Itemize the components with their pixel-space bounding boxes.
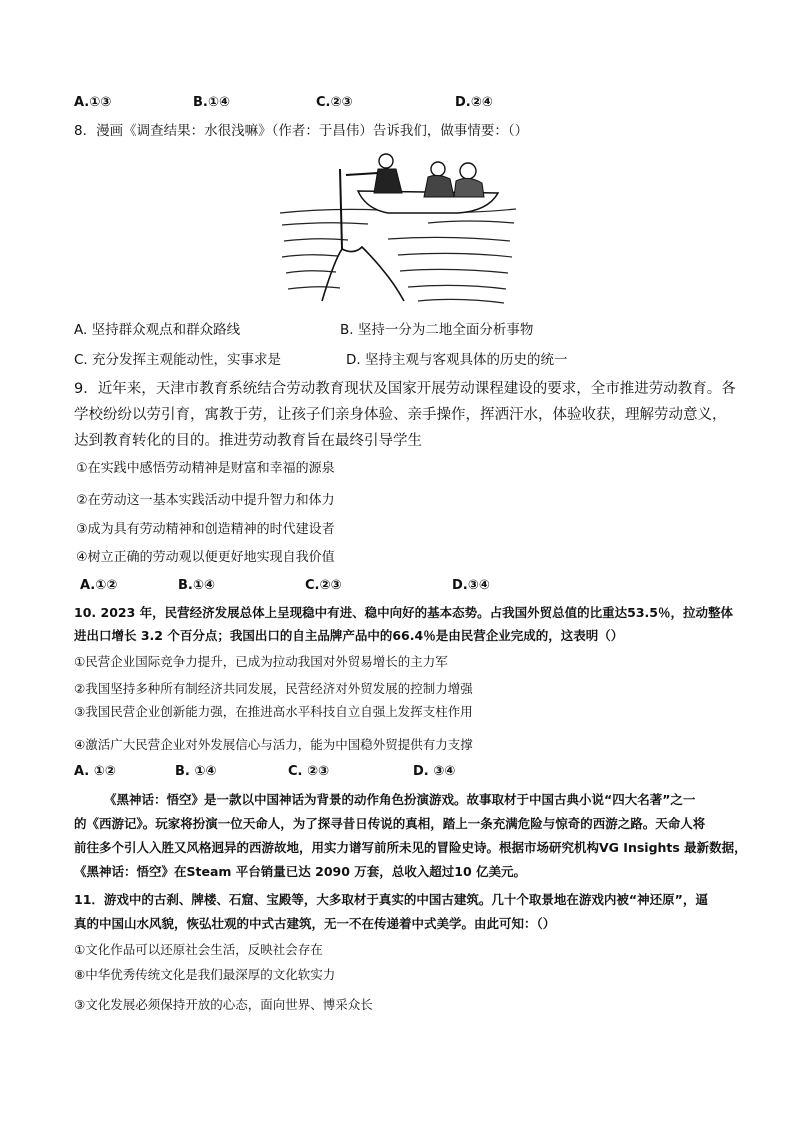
q7-option-c: C.②③ <box>316 95 353 110</box>
passage-line-1: 《黑神话：悟空》是一款以中国神话为背景的动作角色扮演游戏。故事取材于中国古典小说“四大名著”之一 <box>104 792 696 807</box>
q8-option-c: C. 充分发挥主观能动性，实事求是 <box>74 352 282 368</box>
q10-option-c: C. ②③ <box>288 764 330 779</box>
q8-option-d: D. 坚持主观与客观具体的历史的统一 <box>346 352 568 368</box>
q8-stem: 8．漫画《调查结果：水很浅嘛》（作者：于昌伟）告诉我们，做事情要：（） <box>74 123 529 139</box>
q11-stem-line-2: 真的中国山水风貌，恢弘壮观的中式古建筑，无一不在传递着中式美学。由此可知：（） <box>74 916 556 931</box>
q9-statement-2: ②在劳动这一基本实践活动中提升智力和体力 <box>76 493 335 508</box>
passage-line-2: 的《西游记》。玩家将扮演一位天命人，为了探寻昔日传说的真相，踏上一条充满危险与惊奇的西游之路。天命人将 <box>74 816 706 831</box>
q9-option-c: C.②③ <box>305 578 342 593</box>
q7-option-d: D.②④ <box>455 95 493 110</box>
q9-option-d: D.③④ <box>452 578 490 593</box>
q10-option-d: D. ③④ <box>413 764 456 779</box>
q10-statement-1: ①民营企业国际竞争力提升，已成为拉动我国对外贸易增长的主力军 <box>74 654 448 669</box>
q10-stem-line-2: 进出口增长 3.2 个百分点；我国出口的自主品牌产品中的66.4％是由民营企业完成的，这表明（） <box>74 628 624 643</box>
cartoon-illustration <box>278 151 518 311</box>
q11-statement-3: ③文化发展必须保持开放的心态，面向世界、博采众长 <box>74 997 373 1012</box>
q8-option-a: A. 坚持群众观点和群众路线 <box>74 322 241 338</box>
passage-line-3: 前往多个引人入胜又风格迥异的西游故地，用实力谱写前所未见的冒险史诗。根据市场研究机构VG Insights 最新数据， <box>74 840 747 855</box>
q9-stem-line-2: 学校纷纷以劳引育，寓教于劳，让孩子们亲身体验、亲手操作，挥洒汗水，体验收获，理解劳动意义， <box>74 407 727 423</box>
q10-option-b: B. ①④ <box>175 764 217 779</box>
q9-statement-3: ③成为具有劳动精神和创造精神的时代建设者 <box>76 522 335 537</box>
q11-statement-1: ①文化作品可以还原社会生活，反映社会存在 <box>74 942 323 957</box>
q11-statement-2: ⑧中华优秀传统文化是我们最深厚的文化软实力 <box>74 967 336 982</box>
q10-statement-4: ④激活广大民营企业对外发展信心与活力，能为中国稳外贸提供有力支撑 <box>74 737 473 752</box>
q9-stem-line-1: 9．近年来，天津市教育系统结合劳动教育现状及国家开展劳动课程建设的要求，全市推进劳动教育。各 <box>74 381 736 397</box>
passage-line-4: 《黑神话：悟空》在Steam 平台销量已达 2090 万套，总收入超过10 亿美元。 <box>74 864 527 879</box>
q11-stem-line-1: 11．游戏中的古刹、牌楼、石窟、宝殿等，大多取材于真实的中国古建筑。几十个取景地在游戏内被“神还原”，逼 <box>74 892 708 907</box>
q7-option-b: B.①④ <box>193 95 230 110</box>
q10-option-a: A. ①② <box>74 764 116 779</box>
q9-statement-1: ①在实践中感悟劳动精神是财富和幸福的源泉 <box>76 461 335 476</box>
q10-stem-line-1: 10. 2023 年，民营经济发展总体上呈现稳中有进、稳中向好的基本态势。占我国外贸总值的比重达53.5％，拉动整体 <box>74 605 733 620</box>
q8-option-b: B. 坚持一分为二地全面分析事物 <box>340 322 534 338</box>
q10-statement-2: ②我国坚持多种所有制经济共同发展，民营经济对外贸发展的控制力增强 <box>74 681 473 696</box>
q9-option-a: A.①② <box>80 578 118 593</box>
q10-statement-3: ③我国民营企业创新能力强，在推进高水平科技自立自强上发挥支柱作用 <box>74 704 473 719</box>
q9-option-b: B.①④ <box>178 578 215 593</box>
q9-statement-4: ④树立正确的劳动观以便更好地实现自我价值 <box>76 550 335 565</box>
q9-stem-line-3: 达到教育转化的目的。推进劳动教育旨在最终引导学生 <box>74 433 422 449</box>
q7-option-a: A.①③ <box>74 95 112 110</box>
